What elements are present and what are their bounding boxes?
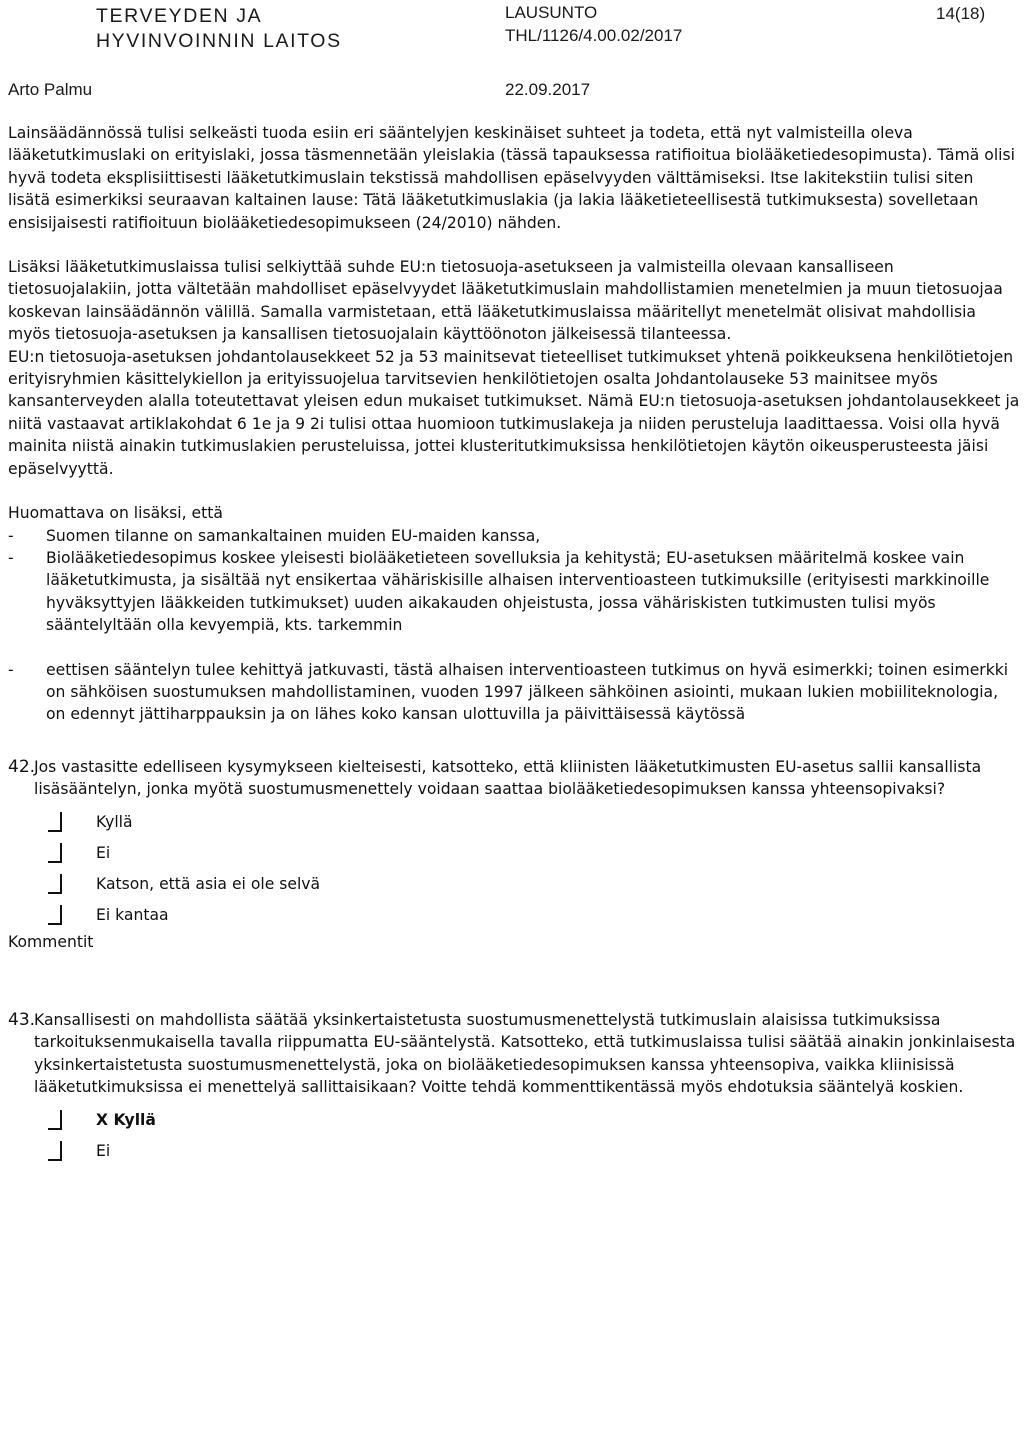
question-43-options: [34, 1105, 1020, 1167]
question-42-options: [34, 807, 1020, 931]
checkbox-icon[interactable]: [48, 905, 62, 925]
checkbox-icon[interactable]: [48, 1141, 62, 1161]
document-type: LAUSUNTO: [505, 3, 598, 22]
option-unclear[interactable]: Katson, että asia ei ole selvä: [34, 869, 1020, 900]
organization-name: [96, 4, 342, 54]
list-item: - Suomen tilanne on samankaltainen muiden EU-maiden kanssa,: [8, 526, 541, 545]
question-text: Jos vastasitte edelliseen kysymykseen kielteisesti, katsotteko, että kliinisten lääketutkimusten EU-asetus sallii kansallista lisäsääntelyn, jonka myötä suostumusmenettely voidaan saattaa biolääketiedesopimuksen kanssa yhteensopivaksi?: [34, 757, 982, 799]
paragraph-legislation: Lainsäädännössä tulisi selkeästi tuoda esiin eri sääntelyjen keskinäiset suhteet ja todeta, että nyt valmisteilla oleva lääketutkimuslaki on erityislaki, jossa täsmennetään yleislakia (tässä tapauksessa ratifioitua biolääketiedesopimusta). Tämä olisi hyvä todeta eksplisiittisesti lääketutkimuslain tekstissä mahdollisen epäselvyyden välttämiseksi. Itse lakitekstiin tulisi siten lisätä esimerkiksi seuraavan kaltainen lause: Tätä lääketutkimuslakia (ja lakia lääketieteellisestä tutkimuksesta) sovelletaan ensisijaisesti ratifioituun biolääketiedesopimukseen (24/2010) nähden.: [8, 124, 1015, 232]
option-kylla-selected[interactable]: X Kyllä: [34, 1105, 1020, 1136]
paragraph-recitals: EU:n tietosuoja-asetuksen johdantolausekkeet 52 ja 53 mainitsevat tieteelliset tutkimukset yhtenä poikkeuksena henkilötietojen erityisryhmien käsittelykiellon ja erityissuojelua tarvitsevien henkilötietojen osalta Johdantolauseke 53 mainitsee myös kansanterveyden alalla toteutettavat yleisen edun mukaiset tutkimukset. Nämä EU:n tietosuoja-asetuksen johdantolausekkeet ja niitä vastaavat artiklakohdat 6 1e ja 9 2i tulisi ottaa huomioon tutkimuslakeja ja niiden perusteluja laadittaessa. Voisi olla hyvä mainita niistä ainakin tutkimuslakien perusteluissa, jottei klusteritutkimuksissa henkilötietojen käytön oikeusperusteesta jäisi epäselvyyttä.: [8, 347, 1020, 478]
option-kylla[interactable]: Kyllä: [34, 807, 1020, 838]
question-number: 42.: [8, 756, 36, 777]
option-ei[interactable]: Ei: [34, 1136, 1020, 1167]
list-item: - eettisen sääntelyn tulee kehittyä jatkuvasti, tästä alhaisen interventioasteen tutkimus on hyvä esimerkki; toinen esimerkki on sähköisen suostumuksen mahdollistaminen, vuoden 1997 jälkeen sähköinen asiointi, mukaan lukien mobiiliteknologia, on edennyt jättiharppauksin ja on lähes koko kansan ulottuvilla ja päivittäisessä käytössä: [8, 660, 1009, 724]
page-number: 14(18): [936, 4, 986, 23]
checkbox-icon[interactable]: [48, 843, 62, 863]
checkbox-icon[interactable]: [48, 1110, 62, 1130]
org-line-2: HYVINVOINNIN LAITOS: [96, 30, 342, 52]
document-body: [8, 122, 1020, 1167]
option-ei[interactable]: Ei: [34, 838, 1020, 869]
option-no-position[interactable]: Ei kantaa: [34, 900, 1020, 931]
comment-label: Kommentit: [8, 932, 94, 951]
paragraph-noteworthy: Huomattava on lisäksi, että: [8, 504, 223, 523]
author-name: Arto Palmu: [8, 80, 93, 99]
org-line-1: TERVEYDEN JA: [96, 5, 263, 27]
notes-list: [8, 525, 1020, 726]
question-text: Kansallisesti on mahdollista säätää yksinkertaistetusta suostumusmenettelystä tutkimuslain alaisissa tutkimuksissa tarkoituksenmukaisella tavalla riippumatta EU-sääntelystä. Katsotteko, että tutkimuslaissa tulisi säätää ainakin jonkinlaisesta yksinkertaistetusta suostumusmenettelystä, joka on biolääketiedesopimuksen kanssa yhteensopiva, vaikka kliinisissä lääketutkimuksissa ei menettelyä sallittaisikaan? Voitte tehdä kommenttikentässä myös ehdotuksia sääntelyä koskien.: [34, 1010, 1016, 1097]
checkbox-icon[interactable]: [48, 812, 62, 832]
question-42: [8, 756, 1020, 801]
question-number: 43.: [8, 1009, 36, 1030]
paragraph-data-protection: Lisäksi lääketutkimuslaissa tulisi selkiyttää suhde EU:n tietosuoja-asetukseen ja valmisteilla olevaan kansalliseen tietosuojalakiin, jotta vältetään mahdolliset epäselvyydet lääketutkimuslain mahdollistamien menetelmien ja muun tietosuojaa koskevan lainsäädännön välillä. Samalla varmistetaan, että lääketutkimuslaissa määritellyt menetelmät olisivat mahdollisia myös tietosuoja-asetuksen ja kansallisen tietosuojalain käyttöönoton jälkeisessä tilanteessa.: [8, 258, 1003, 344]
document-number: THL/1126/4.00.02/2017: [505, 26, 683, 45]
checkbox-icon[interactable]: [48, 874, 62, 894]
question-43: [8, 1009, 1020, 1099]
document-date: 22.09.2017: [505, 80, 591, 99]
list-item: - Biolääketiedesopimus koskee yleisesti biolääketieteen sovelluksia ja kehitystä; EU-asetuksen määritelmä koskee vain lääketutkimusta, ja sisältää nyt ensikertaa vähäriskisille alhaisen interventioasteen tutkimuksille (erityisesti markkinoille hyväksyttyjen lääkkeiden tutkimukset) uuden aikakauden ohjeistusta, jossa vähäriskisten tutkimusten tulisi myös sääntelyltään olla kevyempiä, kts. tarkemmin: [8, 548, 990, 635]
